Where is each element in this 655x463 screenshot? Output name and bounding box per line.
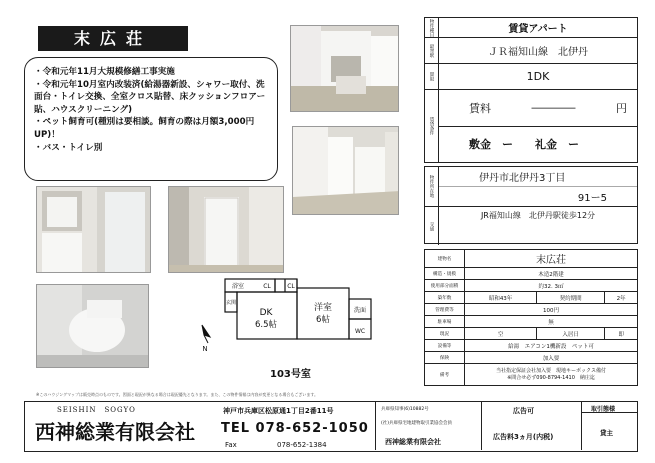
floor-plan (200, 277, 390, 377)
structure: 木造2階建 (465, 268, 638, 280)
property-title: 末広荘 (38, 26, 188, 51)
label-station: 最寄駅 (425, 38, 439, 63)
company-address: 神戸市兵庫区松原通1丁目2番11号 (223, 407, 334, 415)
mgmt-fee: 100円 (465, 304, 638, 316)
spec-label: 保険 (425, 352, 465, 364)
company-name: 西神総業有限会社 (35, 420, 195, 444)
area: 約32. 3㎡ (465, 280, 638, 292)
plan-wc-label: WC (354, 328, 366, 335)
contract-period: 2年 (605, 292, 638, 304)
ad-label: 広告可 (513, 407, 534, 415)
north-arrow-icon (202, 325, 210, 343)
building-name: 末広荘 (465, 250, 638, 268)
company-tel: TEL 078-652-1050 (221, 421, 369, 436)
movein: 即 (605, 328, 638, 340)
spec-label: 構造・規模 (425, 268, 465, 280)
plan-bath-label: 浴室 (231, 283, 245, 290)
company-romaji: SEISHIN SOGYO (57, 406, 136, 414)
deposit-keymoney: 敷金 ー 礼金 ー (469, 138, 579, 152)
plan-wash-label: 洗面 (353, 307, 367, 314)
rent-label: 賃料 (469, 101, 491, 115)
built-year: 昭和43年 (465, 292, 537, 304)
rent-unit: 円 (616, 101, 627, 115)
spec-label: 契約期間 (537, 292, 605, 304)
plan-dk-label: DK (259, 308, 273, 318)
rent-dash: ―――― (531, 101, 576, 115)
parking: 無 (465, 316, 638, 328)
plan-western-size: 6帖 (316, 315, 330, 325)
room-caption: 103号室 (270, 369, 311, 380)
note-item: ・バス・トイレ別 (34, 142, 103, 153)
spec-label: 備考 (425, 364, 465, 386)
fax-label: Fax (225, 441, 237, 449)
notes-box (24, 57, 278, 181)
spec-label: 建物名 (425, 250, 465, 268)
label-address: 物件所在地 (425, 167, 439, 206)
photo-door (168, 186, 284, 273)
address-box (424, 166, 638, 244)
company-footer (24, 401, 638, 452)
equipment: 給湯 エアコン1機新設 ペット可 (465, 340, 638, 352)
photo-kitchen (290, 25, 399, 112)
plan-western-label: 洋室 (313, 303, 333, 313)
plan-closet2-label: CL (287, 283, 295, 290)
status: 空 (465, 328, 537, 340)
spec-label: 設備等 (425, 340, 465, 352)
association: (社)兵庫県宅地建物取引業協会会員 (381, 421, 453, 426)
spec-label: 現況 (425, 328, 465, 340)
ad-fee: 広告料3ヵ月(内税) (493, 433, 554, 441)
license-number: 兵庫県知事(6)10882号 (381, 407, 429, 412)
label-type: 物件種目 (425, 18, 439, 37)
photo-room (292, 126, 399, 215)
divider (581, 402, 582, 450)
company-fax: 078-652-1384 (277, 441, 327, 449)
spec-label: 入居日 (537, 328, 605, 340)
spec-table (424, 249, 638, 386)
plan-dk-size: 6.5帖 (254, 320, 278, 330)
note-item: ・令和元年11月大規模修繕工事実施 (34, 67, 175, 77)
divider (481, 402, 482, 450)
north-label: N (202, 345, 208, 353)
photo-washroom (36, 186, 151, 273)
plan-genkan-label: 玄関 (225, 300, 237, 306)
label-layout: 間取 (425, 64, 439, 89)
spec-label: 駐車場 (425, 316, 465, 328)
photo-toilet (36, 284, 149, 368)
spec-label: 管理費等 (425, 304, 465, 316)
address-line2: 91ー5 (577, 193, 607, 204)
spec-label: 使用部分面積 (425, 280, 465, 292)
transaction-mode: 貸主 (600, 429, 613, 437)
remarks-line2: ※問合せ必ず090-8794-1410 納庄迄 (507, 374, 595, 381)
transport-value: JR福知山線 北伊丹駅徒歩12分 (480, 211, 596, 220)
small-print: ※このハウジングマップは販売時点のものです。図面と現況が異なる場合は現況優先となります。また、この物件情報は内容が変更となる場合もございます。 (36, 392, 319, 397)
company-name-small: 西神総業有限会社 (385, 438, 441, 446)
note-item: ・ペット飼育可(種別は要相談。飼育の際は月額3,000円UP)！ (34, 117, 255, 140)
spec-label: 築年数 (425, 292, 465, 304)
divider (375, 402, 376, 450)
remarks-line1: 当社指定保証会社加入要 現地キーボックス備付 (496, 367, 606, 374)
label-terms: 賃貸条件 (425, 90, 439, 162)
note-item: ・令和元年10月室内改装済(給湯器新設、シャワー取付、洗面台・トイレ交換、全室クロス貼替、床クッションフロアー貼、ハウスクリーニング) (34, 79, 266, 115)
nearest-station: ＪＲ福知山線 北伊丹 (488, 47, 588, 58)
label-transport: 交通 (425, 207, 439, 245)
property-type: 賃貸アパート (508, 24, 568, 35)
plan-closet1-label: CL (263, 283, 271, 290)
transaction-mode-label: 取引態様 (591, 406, 616, 413)
address-line1: 伊丹市北伊丹3丁目 (439, 167, 637, 187)
layout-value: 1DK (526, 70, 550, 83)
property-info-box (424, 17, 638, 163)
insurance: 加入要 (465, 352, 638, 364)
